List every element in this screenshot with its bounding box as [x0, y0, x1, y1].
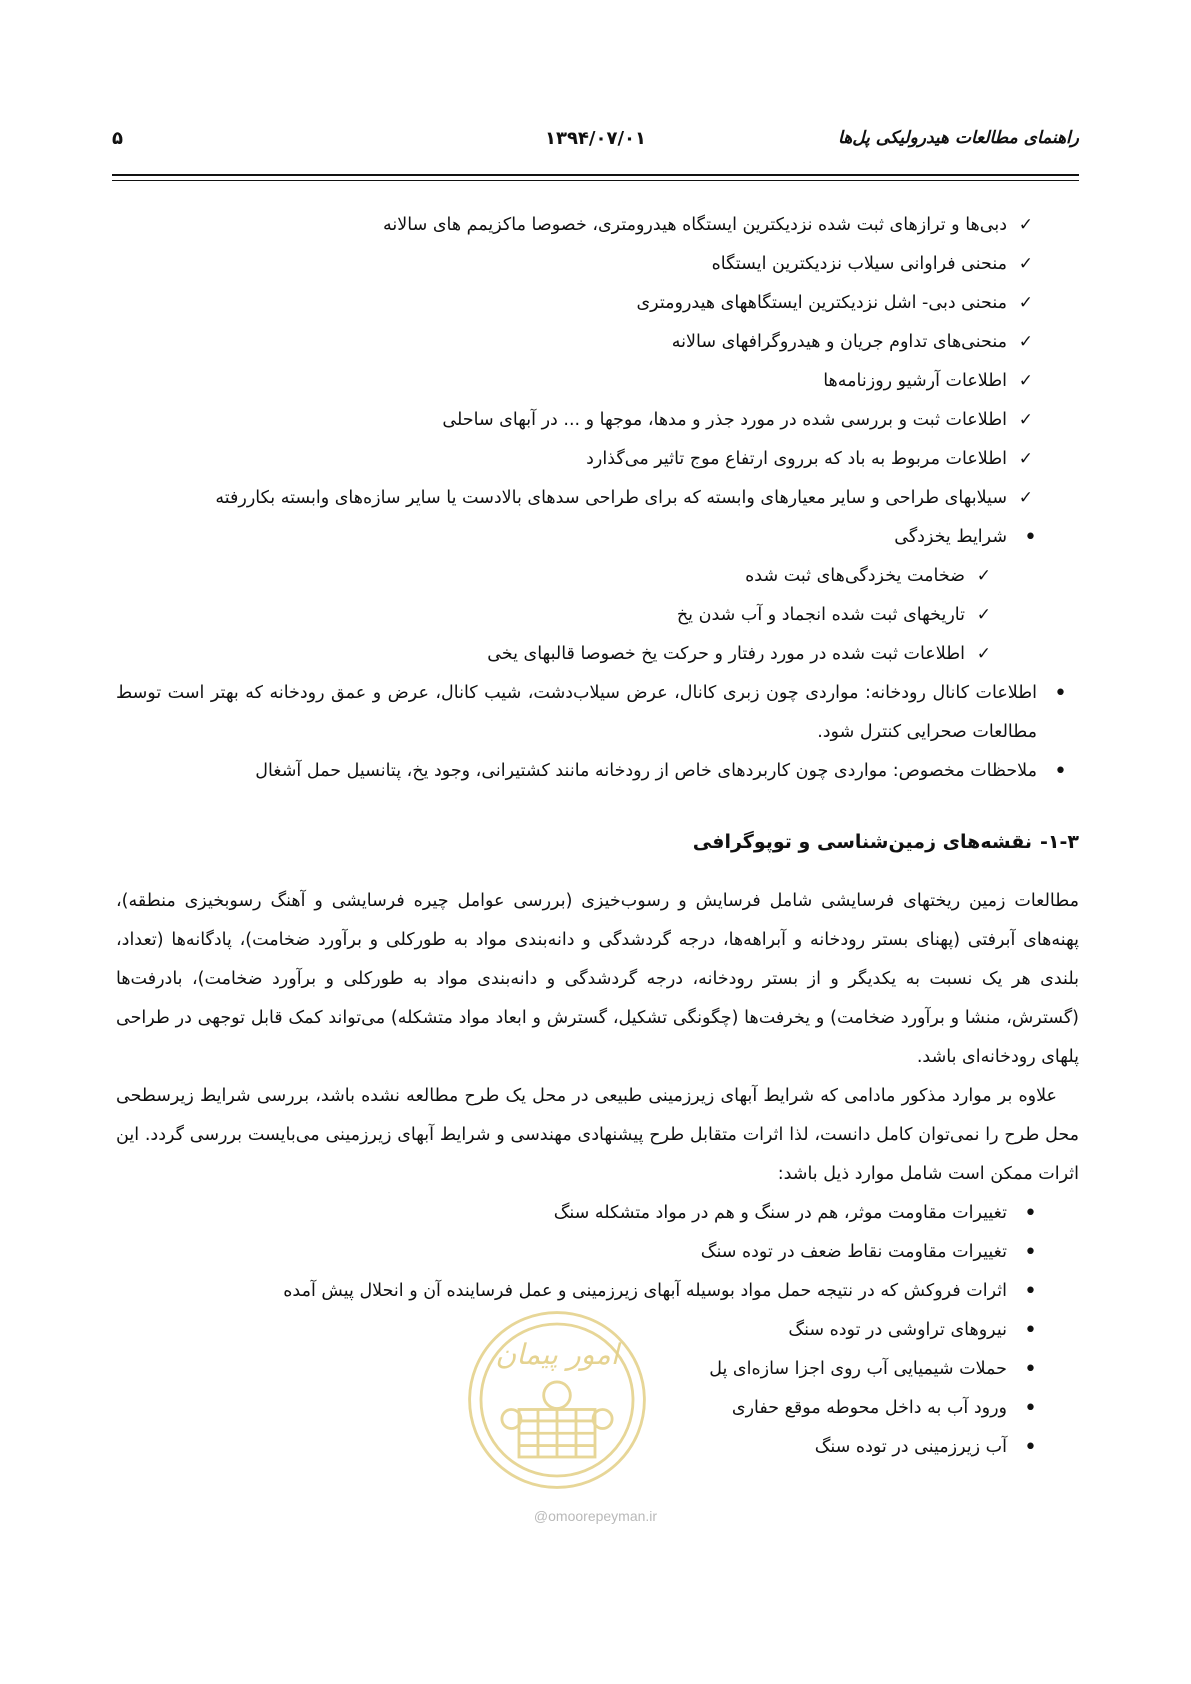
- checklist-item: ✓ اطلاعات ثبت و بررسی شده در مورد جذر و مدها، موجها و ... در آبهای ساحلی: [116, 401, 1049, 440]
- header-rule-thick: [112, 174, 1079, 176]
- bullet-item-ice: [116, 518, 1049, 674]
- checklist-item: ✓ اطلاعات مربوط به باد که برروی ارتفاع موج تاثیر می‌گذارد: [116, 440, 1049, 479]
- page-header: [112, 128, 1079, 158]
- section-number: ۱-۳-: [1040, 831, 1079, 853]
- hydrology-checklist: [116, 206, 1049, 518]
- watermark-url: @omoorepeyman.ir: [533, 1508, 658, 1524]
- ice-label: شرایط یخزدگی: [894, 527, 1007, 547]
- checklist-item: ✓ منحنی فراوانی سیلاب نزدیکترین ایستگاه: [116, 245, 1049, 284]
- watermark-logo-icon: [462, 1305, 652, 1495]
- header-rule-thin: [112, 180, 1079, 181]
- bullet-item: • نیروهای تراوشی در توده سنگ: [116, 1311, 1049, 1350]
- bullet-item: • ورود آب به داخل محوطه موقع حفاری: [116, 1389, 1049, 1428]
- section-title: نقشه‌های زمین‌شناسی و توپوگرافی: [692, 831, 1033, 853]
- bullet-item: • آب زیرزمینی در توده سنگ: [116, 1428, 1049, 1467]
- section-heading: [116, 823, 1079, 862]
- bullet-item: • تغییرات مقاومت نقاط ضعف در توده سنگ: [116, 1233, 1049, 1272]
- bullet-item: • حملات شیمیایی آب روی اجزا سازه‌ای پل: [116, 1350, 1049, 1389]
- bullet-item: • ملاحظات مخصوص: مواردی چون کاربردهای خاص از رودخانه مانند کشتیرانی، وجود یخ، پتانسیل حمل آشغال: [116, 752, 1079, 791]
- ice-conditions-list: [116, 518, 1049, 674]
- ice-checklist: [116, 557, 1007, 674]
- watermark-url-text: omoorepeyman.ir: [548, 1508, 658, 1524]
- checklist-item: ✓ تاریخهای ثبت شده انجماد و آب شدن یخ: [116, 596, 1007, 635]
- checklist-item: ✓ اطلاعات ثبت شده در مورد رفتار و حرکت یخ خصوصا قالبهای یخی: [116, 635, 1007, 674]
- general-bullets: [116, 674, 1079, 791]
- header-date: ۱۳۹۴/۰۷/۰۱: [544, 128, 647, 149]
- bullet-item: • تغییرات مقاومت موثر، هم در سنگ و هم در مواد متشکله سنگ: [116, 1194, 1049, 1233]
- header-title: راهنمای مطالعات هیدرولیکی پل‌ها: [838, 128, 1079, 148]
- paragraph: علاوه بر موارد مذکور مادامی که شرایط آبهای زیرزمینی طبیعی در محل یک طرح مطالعه نشده باشد، بررسی شرایط زیرسطحی محل طرح را نمی‌توان کامل دانست، لذا اثرات متقابل طرح پیشنهادی مهندسی و شرایط آبهای زیرزمینی می‌بایست بررسی گردد. این اثرات ممکن است شامل موارد ذیل باشد:: [116, 1086, 1079, 1184]
- watermark-logo-text: امور پیمان: [495, 1337, 619, 1371]
- page-number: ۵: [112, 128, 123, 149]
- paragraph: مطالعات زمین ریختهای فرسایشی شامل فرسایش و رسوب‌خیزی (بررسی عوامل چیره فرسایشی و آهنگ رسوبخیزی منطقه)، پهنه‌های آبرفتی (پهنای بستر رودخانه و آبراهه‌ها، درجه گردشدگی و دانه‌بندی مواد به طورکلی و برآورد ضخامت)، پادگانه‌ها (تعداد، بلندی هر یک نسبت به یکدیگر و از بستر رودخانه، درجه گردشدگی و دانه‌بندی مواد به طورکلی و برآورد ضخامت)، بادرفت‌ها (گسترش، منشا و برآورد ضخامت) و یخرفت‌ها (چگونگی تشکیل، گسترش و ابعاد مواد متشکله) می‌تواند کمک قابل توجهی در طراحی پلهای رودخانه‌ای باشد.: [116, 891, 1079, 1067]
- bullet-item: • اطلاعات کانال رودخانه: مواردی چون زبری کانال، عرض سیلاب‌دشت، شیب کانال، عرض و عمق رودخانه که بهتر است توسط مطالعات صحرایی کنترل شود.: [116, 674, 1079, 752]
- document-body: [116, 206, 1079, 1467]
- checklist-item: ✓ سیلابهای طراحی و سایر معیارهای وابسته که برای طراحی سدهای بالادست یا سایر سازه‌های وابسته بکاررفته: [116, 479, 1049, 518]
- checklist-item: ✓ اطلاعات آرشیو روزنامه‌ها: [116, 362, 1049, 401]
- checklist-item: ✓ منحنی‌های تداوم جریان و هیدروگرافهای سالانه: [116, 323, 1049, 362]
- checklist-item: ✓ منحنی دبی- اشل نزدیکترین ایستگاههای هیدرومتری: [116, 284, 1049, 323]
- checklist-item: ✓ ضخامت یخزدگی‌های ثبت شده: [116, 557, 1007, 596]
- bullet-item: • اثرات فروکش که در نتیجه حمل مواد بوسیله آبهای زیرزمینی و عمل فرساینده آن و انحلال پیش آمده: [116, 1272, 1049, 1311]
- checklist-item: ✓ دبی‌ها و ترازهای ثبت شده نزدیکترین ایستگاه هیدرومتری، خصوصا ماکزیمم های سالانه: [116, 206, 1049, 245]
